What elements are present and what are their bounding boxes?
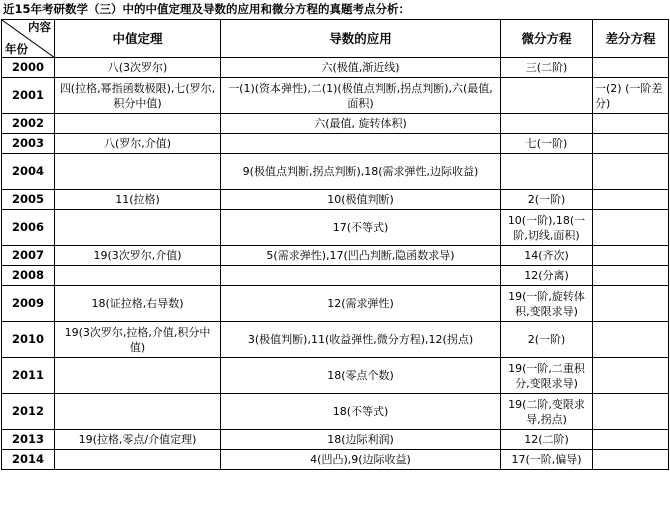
derivative-cell: 5(需求弹性),17(凹凸判断,隐函数求导) bbox=[221, 246, 501, 266]
difference-cell bbox=[593, 190, 669, 210]
year-cell: 2008 bbox=[2, 266, 55, 286]
ode-cell: 19(二阶,变限求导,拐点) bbox=[501, 394, 593, 430]
ode-cell: 19(一阶,旋转体积,变限求导) bbox=[501, 286, 593, 322]
page-title: 近15年考研数学（三）中的中值定理及导数的应用和微分方程的真题考点分析： bbox=[3, 2, 410, 16]
ode-cell: 14(齐次) bbox=[501, 246, 593, 266]
table-row bbox=[2, 190, 669, 210]
ode-cell bbox=[501, 78, 593, 114]
difference-cell bbox=[593, 114, 669, 134]
mvt-cell bbox=[55, 154, 221, 190]
ode-cell: 17(一阶,偏导) bbox=[501, 450, 593, 470]
difference-cell bbox=[593, 154, 669, 190]
year-cell: 2005 bbox=[2, 190, 55, 210]
mvt-cell bbox=[55, 394, 221, 430]
ode-cell: 三(二阶) bbox=[501, 58, 593, 78]
year-cell: 2011 bbox=[2, 358, 55, 394]
ode-cell: 12(分离) bbox=[501, 266, 593, 286]
difference-cell: 一(2) (一阶差分) bbox=[593, 78, 669, 114]
year-cell: 2006 bbox=[2, 210, 55, 246]
derivative-cell: 9(极值点判断,拐点判断),18(需求弹性,边际收益) bbox=[221, 154, 501, 190]
header-row bbox=[2, 20, 669, 58]
year-cell: 2009 bbox=[2, 286, 55, 322]
mvt-cell bbox=[55, 114, 221, 134]
year-cell: 2004 bbox=[2, 154, 55, 190]
difference-cell bbox=[593, 450, 669, 470]
difference-cell bbox=[593, 210, 669, 246]
difference-cell bbox=[593, 322, 669, 358]
mvt-cell: 19(拉格,零点/介值定理) bbox=[55, 430, 221, 450]
mvt-cell bbox=[55, 450, 221, 470]
mvt-cell: 11(拉格) bbox=[55, 190, 221, 210]
derivative-cell bbox=[221, 266, 501, 286]
mvt-cell bbox=[55, 210, 221, 246]
difference-cell bbox=[593, 358, 669, 394]
year-cell: 2013 bbox=[2, 430, 55, 450]
table-row bbox=[2, 358, 669, 394]
ode-cell: 19(一阶,二重积分,变限求导) bbox=[501, 358, 593, 394]
mvt-cell: 八(3次罗尔) bbox=[55, 58, 221, 78]
corner-header-cell bbox=[2, 20, 55, 58]
table-row bbox=[2, 154, 669, 190]
ode-cell: 12(二阶) bbox=[501, 430, 593, 450]
year-cell: 2010 bbox=[2, 322, 55, 358]
difference-cell bbox=[593, 58, 669, 78]
table-row bbox=[2, 430, 669, 450]
ode-cell bbox=[501, 154, 593, 190]
derivative-cell: 六(极值,渐近线) bbox=[221, 58, 501, 78]
ode-cell: 2(一阶) bbox=[501, 190, 593, 210]
difference-cell bbox=[593, 286, 669, 322]
year-cell: 2012 bbox=[2, 394, 55, 430]
year-cell: 2003 bbox=[2, 134, 55, 154]
exam-analysis-table bbox=[1, 19, 669, 470]
column-header-derivative: 导数的应用 bbox=[221, 20, 501, 58]
derivative-cell: 一(1)(资本弹性),二(1)(极值点判断,拐点判断),六(最值,面积) bbox=[221, 78, 501, 114]
derivative-cell: 12(需求弹性) bbox=[221, 286, 501, 322]
ode-cell: 2(一阶) bbox=[501, 322, 593, 358]
difference-cell bbox=[593, 394, 669, 430]
table-row bbox=[2, 246, 669, 266]
table-row bbox=[2, 78, 669, 114]
table-row bbox=[2, 114, 669, 134]
derivative-cell: 18(零点个数) bbox=[221, 358, 501, 394]
ode-cell: 10(一阶),18(一阶,切线,面积) bbox=[501, 210, 593, 246]
derivative-cell: 六(最值, 旋转体积) bbox=[221, 114, 501, 134]
year-cell: 2001 bbox=[2, 78, 55, 114]
derivative-cell: 10(极值判断) bbox=[221, 190, 501, 210]
table-row bbox=[2, 210, 669, 246]
corner-year-label: 年份 bbox=[5, 42, 28, 56]
table-row bbox=[2, 134, 669, 154]
corner-content-label: 内容 bbox=[28, 20, 51, 34]
table-row bbox=[2, 58, 669, 78]
table-row bbox=[2, 450, 669, 470]
mvt-cell: 19(3次罗尔,拉格,介值,积分中值) bbox=[55, 322, 221, 358]
table-row bbox=[2, 286, 669, 322]
table-row bbox=[2, 266, 669, 286]
column-header-ode: 微分方程 bbox=[501, 20, 593, 58]
mvt-cell bbox=[55, 266, 221, 286]
mvt-cell: 18(证拉格,右导数) bbox=[55, 286, 221, 322]
derivative-cell bbox=[221, 134, 501, 154]
difference-cell bbox=[593, 430, 669, 450]
difference-cell bbox=[593, 266, 669, 286]
derivative-cell: 17(不等式) bbox=[221, 210, 501, 246]
ode-cell: 七(一阶) bbox=[501, 134, 593, 154]
mvt-cell: 19(3次罗尔,介值) bbox=[55, 246, 221, 266]
derivative-cell: 18(边际利润) bbox=[221, 430, 501, 450]
column-header-difference: 差分方程 bbox=[593, 20, 669, 58]
derivative-cell: 18(不等式) bbox=[221, 394, 501, 430]
year-cell: 2002 bbox=[2, 114, 55, 134]
mvt-cell: 四(拉格,幂指函数极限),七(罗尔,积分中值) bbox=[55, 78, 221, 114]
table-row bbox=[2, 394, 669, 430]
mvt-cell bbox=[55, 358, 221, 394]
year-cell: 2000 bbox=[2, 58, 55, 78]
year-cell: 2007 bbox=[2, 246, 55, 266]
mvt-cell: 八(罗尔,介值) bbox=[55, 134, 221, 154]
derivative-cell: 3(极值判断),11(收益弹性,微分方程),12(拐点) bbox=[221, 322, 501, 358]
ode-cell bbox=[501, 114, 593, 134]
table-row bbox=[2, 322, 669, 358]
derivative-cell: 4(凹凸),9(边际收益) bbox=[221, 450, 501, 470]
column-header-mvt: 中值定理 bbox=[55, 20, 221, 58]
difference-cell bbox=[593, 134, 669, 154]
difference-cell bbox=[593, 246, 669, 266]
year-cell: 2014 bbox=[2, 450, 55, 470]
